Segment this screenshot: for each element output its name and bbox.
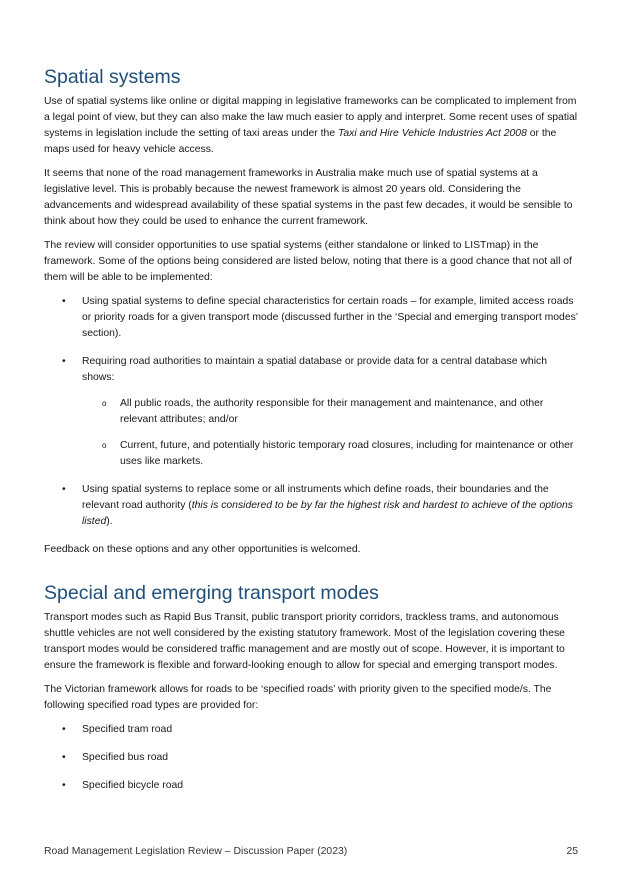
options-list (44, 294, 578, 530)
paragraph-text: Use of spatial systems like online or digital mapping in legislative frameworks can be complicated to implement from a legal point of view, but they can also make the law much easier to apply and interpret. Some recent uses of spatial systems in legislation include the setting of taxi areas under the (44, 96, 578, 139)
bullet-icon: • (62, 356, 66, 367)
sub-list-item-text: All public roads, the authority responsible for their management and maintenance, and other relevant attributes; and/or (120, 398, 544, 425)
section-heading-spatial-systems: Spatial systems (44, 66, 181, 88)
paragraph (44, 94, 578, 158)
bullet-icon: • (62, 296, 66, 307)
act-title: Taxi and Hire Vehicle Industries Act 2008 (338, 128, 527, 139)
sub-list (82, 396, 578, 470)
list-item (44, 778, 578, 794)
paragraph: The review will consider opportunities to use spatial systems (either standalone or linked to LISTmap) in the framework. Some of the options being considered are listed below, noting that there is a good chance that not all of them will be able to be implemented: (44, 240, 572, 283)
list-item-text: Specified bus road (82, 752, 169, 763)
list-item (44, 294, 578, 342)
list-item-text: Specified bicycle road (82, 780, 184, 791)
paragraph: It seems that none of the road management frameworks in Australia make much use of spatial systems at a legislative level. This is probably because the newest framework is almost 20 years old. Considering the advancements and widespread availability of these spatial systems in the past few decades, it would be sensible to think about how they could be used to enhance the current framework. (44, 168, 573, 227)
sub-list-item-text: Current, future, and potentially historic temporary road closures, including for maintenance or other uses like markets. (120, 440, 574, 467)
list-item-text (82, 484, 573, 527)
paragraph: The Victorian framework allows for roads to be ‘specified roads’ with priority given to the specified mode/s. The following specified road types are provided for: (44, 684, 552, 711)
list-item-text-part: Using spatial systems to replace some or all instruments which define roads, their boundaries and the relevant road authority ( (82, 484, 549, 511)
page-number: 25 (566, 846, 578, 857)
section-heading-special-transport-modes: Special and emerging transport modes (44, 582, 379, 604)
sub-bullet-icon: o (102, 399, 107, 408)
footer-title: Road Management Legislation Review – Discussion Paper (2023) (44, 846, 348, 857)
paragraph: Transport modes such as Rapid Bus Transit, public transport priority corridors, trackless trams, and autonomous shuttle vehicles are not well considered by the existing statutory framework. Most of the legislation covering these transport modes would be considered traffic management and are mostly out of scope. However, it is important to ensure the framework is flexible and forward-looking enough to allow for special and emerging transport modes. (44, 612, 565, 671)
bullet-icon: • (62, 780, 66, 791)
list-item-text-part: ). (106, 516, 113, 527)
list-item (44, 750, 578, 766)
paragraph-text: or the maps used for heavy vehicle access. (44, 128, 557, 155)
bullet-icon: • (62, 752, 66, 763)
page-content (44, 64, 578, 806)
paragraph: Feedback on these options and any other opportunities is welcomed. (44, 544, 361, 555)
list-item (44, 354, 578, 470)
bullet-icon: • (62, 484, 66, 495)
list-item-text: Requiring road authorities to maintain a spatial database or provide data for a central database which shows: (82, 356, 547, 383)
bullet-icon: • (62, 724, 66, 735)
sub-list-item (82, 396, 578, 428)
sub-bullet-icon: o (102, 441, 107, 450)
list-item-italic-note: this is considered to be by far the highest risk and hardest to achieve of the options listed (82, 500, 573, 527)
page-footer (44, 845, 578, 859)
specified-road-types-list (44, 722, 578, 794)
list-item (44, 722, 578, 738)
list-item-text: Specified tram road (82, 724, 173, 735)
list-item-text: Using spatial systems to define special characteristics for certain roads – for example, limited access roads or priority roads for a given transport mode (discussed further in the ‘Special and emerging transport modes’ section). (82, 296, 578, 339)
list-item (44, 482, 578, 530)
sub-list-item (82, 438, 578, 470)
